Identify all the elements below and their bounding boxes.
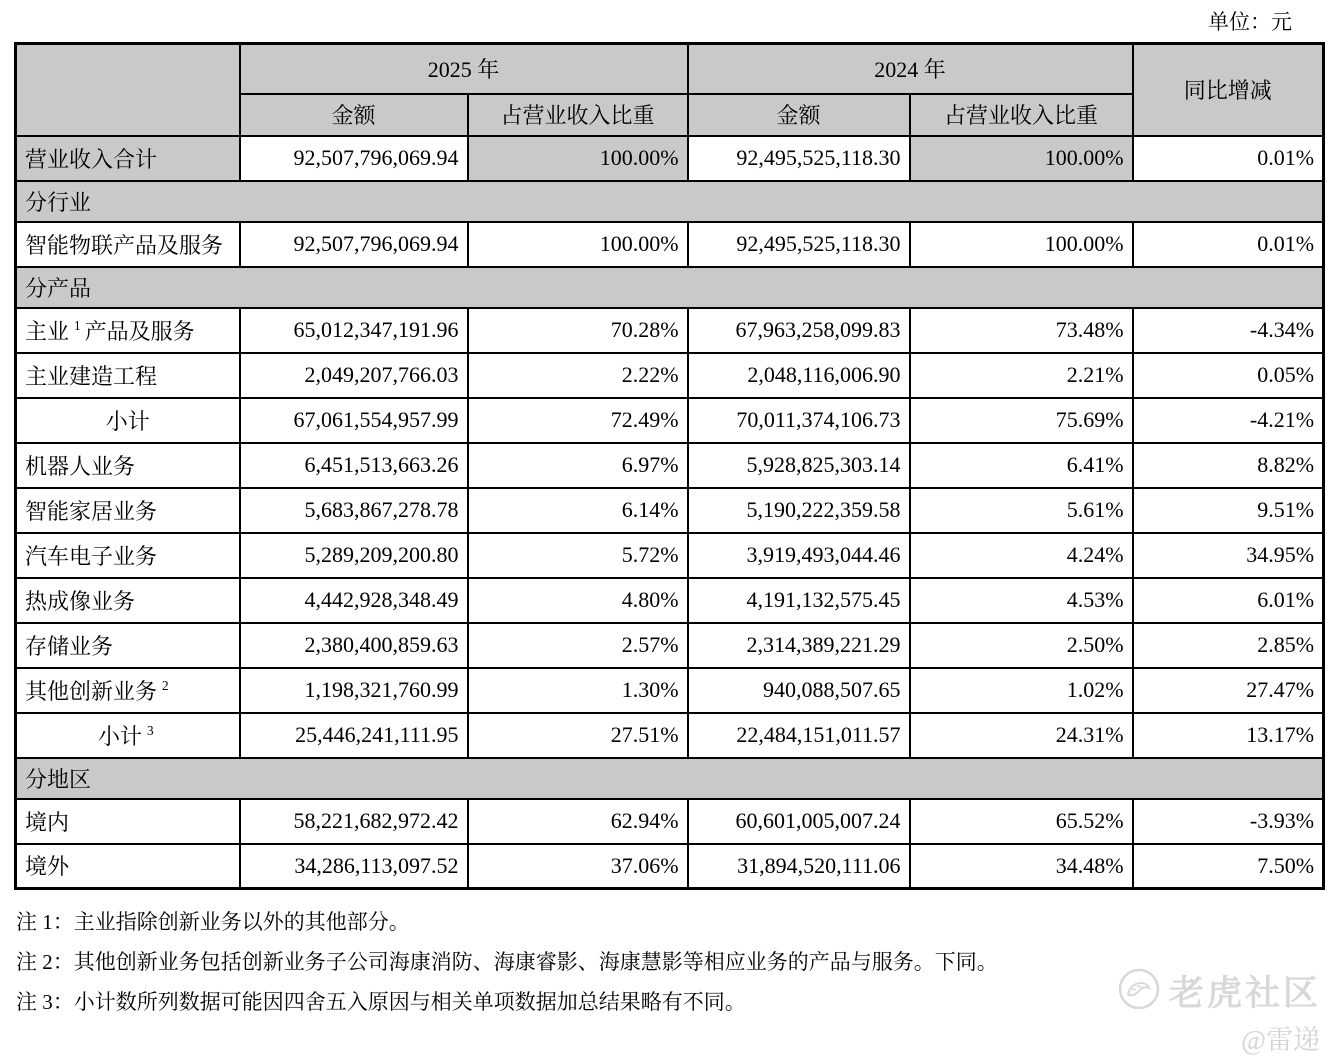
header-year-2025: 2025 年	[240, 44, 688, 94]
yoy-value: 9.51%	[1133, 488, 1324, 533]
header-ratio-2024: 占营业收入比重	[910, 94, 1133, 136]
yoy-value: 0.01%	[1133, 136, 1324, 181]
footnote-ref-1: 1	[74, 318, 81, 334]
yoy-value: 2.85%	[1133, 623, 1324, 668]
amount-2025: 4,442,928,348.49	[240, 578, 468, 623]
amount-2025: 65,012,347,191.96	[240, 308, 468, 353]
table-row-subtotal-innovation	[16, 713, 1324, 758]
amount-2025: 34,286,113,097.52	[240, 844, 468, 889]
ratio-2024: 65.52%	[910, 799, 1133, 844]
ratio-2024: 75.69%	[910, 398, 1133, 443]
header-amount-2025: 金额	[240, 94, 468, 136]
footnote-2: 注 2：其他创新业务包括创新业务子公司海康消防、海康睿影、海康慧影等相应业务的产品与服务。下同。	[16, 950, 998, 974]
ratio-2024: 5.61%	[910, 488, 1133, 533]
ratio-2024: 2.50%	[910, 623, 1133, 668]
yoy-value: -3.93%	[1133, 799, 1324, 844]
table-row-storage	[16, 623, 1324, 668]
yoy-value: 8.82%	[1133, 443, 1324, 488]
ratio-2025: 37.06%	[468, 844, 688, 889]
amount-2025: 6,451,513,663.26	[240, 443, 468, 488]
yoy-value: -4.34%	[1133, 308, 1324, 353]
table-row-aiot	[16, 222, 1324, 267]
revenue-breakdown-table	[14, 42, 1325, 890]
row-label: 汽车电子业务	[16, 533, 240, 578]
watermark-handle-text: @雷递	[1241, 1025, 1320, 1055]
amount-2025: 58,221,682,972.42	[240, 799, 468, 844]
row-label: 营业收入合计	[16, 136, 240, 181]
table-row-main-construction	[16, 353, 1324, 398]
ratio-2025: 27.51%	[468, 713, 688, 758]
amount-2025: 2,380,400,859.63	[240, 623, 468, 668]
yoy-value: -4.21%	[1133, 398, 1324, 443]
yoy-value: 34.95%	[1133, 533, 1324, 578]
watermark-brand-text: 老虎社区	[1169, 974, 1322, 1013]
ratio-2024: 4.53%	[910, 578, 1133, 623]
ratio-2025: 62.94%	[468, 799, 688, 844]
ratio-2025: 100.00%	[468, 136, 688, 181]
amount-2025: 2,049,207,766.03	[240, 353, 468, 398]
section-title: 分地区	[16, 758, 1324, 799]
amount-2025: 5,683,867,278.78	[240, 488, 468, 533]
ratio-2025: 4.80%	[468, 578, 688, 623]
footnote-ref-3: 3	[146, 723, 154, 739]
amount-2024: 67,963,258,099.83	[688, 308, 910, 353]
amount-2025: 92,507,796,069.94	[240, 222, 468, 267]
amount-2024: 2,048,116,006.90	[688, 353, 910, 398]
ratio-2025: 100.00%	[468, 222, 688, 267]
row-label: 主业 $^1$ 产品及服务	[16, 308, 240, 353]
ratio-2025: 72.49%	[468, 398, 688, 443]
yoy-value: 7.50%	[1133, 844, 1324, 889]
header-yoy: 同比增减	[1133, 44, 1324, 136]
amount-2024: 4,191,132,575.45	[688, 578, 910, 623]
amount-2025: 67,061,554,957.99	[240, 398, 468, 443]
table-row-subtotal-main	[16, 398, 1324, 443]
ratio-2025: 1.30%	[468, 668, 688, 713]
amount-2025: 25,446,241,111.95	[240, 713, 468, 758]
footnote-3: 注 3：小计数所列数据可能因四舍五入原因与相关单项数据加总结果略有不同。	[16, 990, 746, 1014]
table-row-other-innovation	[16, 668, 1324, 713]
ratio-2025: 6.14%	[468, 488, 688, 533]
ratio-2025: 2.22%	[468, 353, 688, 398]
row-label: 小计	[16, 398, 240, 443]
header-blank-cell	[16, 44, 240, 136]
row-label: 其他创新业务 $^2$	[16, 668, 240, 713]
section-title: 分产品	[16, 267, 1324, 308]
unit-label: 单位：元	[1208, 10, 1292, 34]
ratio-2024: 73.48%	[910, 308, 1133, 353]
ratio-2025: 6.97%	[468, 443, 688, 488]
row-label: 智能家居业务	[16, 488, 240, 533]
header-amount-2024: 金额	[688, 94, 910, 136]
amount-2024: 22,484,151,011.57	[688, 713, 910, 758]
yoy-value: 27.47%	[1133, 668, 1324, 713]
table-row-main-products	[16, 308, 1324, 353]
row-label: 存储业务	[16, 623, 240, 668]
watermark	[1118, 966, 1321, 1016]
ratio-2024: 34.48%	[910, 844, 1133, 889]
table-row-thermal	[16, 578, 1324, 623]
table-row-robotics	[16, 443, 1324, 488]
amount-2024: 92,495,525,118.30	[688, 222, 910, 267]
row-label: 智能物联产品及服务	[16, 222, 240, 267]
table-row-total	[16, 136, 1324, 181]
table-row-overseas	[16, 844, 1324, 889]
amount-2024: 5,190,222,359.58	[688, 488, 910, 533]
header-ratio-2025: 占营业收入比重	[468, 94, 688, 136]
ratio-2025: 5.72%	[468, 533, 688, 578]
footnote-ref-2: 2	[162, 678, 169, 694]
row-label: 境内	[16, 799, 240, 844]
row-label: 小计 $^3$	[16, 713, 240, 758]
ratio-2024: 24.31%	[910, 713, 1133, 758]
row-label: 热成像业务	[16, 578, 240, 623]
amount-2024: 60,601,005,007.24	[688, 799, 910, 844]
ratio-2025: 2.57%	[468, 623, 688, 668]
table-row-domestic	[16, 799, 1324, 844]
amount-2024: 3,919,493,044.46	[688, 533, 910, 578]
yoy-value: 0.05%	[1133, 353, 1324, 398]
section-title: 分行业	[16, 181, 1324, 222]
row-label: 境外	[16, 844, 240, 889]
table-row-automotive	[16, 533, 1324, 578]
footnote-1: 注 1：主业指除创新业务以外的其他部分。	[16, 910, 410, 934]
ratio-2024: 100.00%	[910, 222, 1133, 267]
amount-2024: 70,011,374,106.73	[688, 398, 910, 443]
amount-2024: 92,495,525,118.30	[688, 136, 910, 181]
section-row-industry	[16, 181, 1324, 222]
amount-2024: 2,314,389,221.29	[688, 623, 910, 668]
section-row-product	[16, 267, 1324, 308]
amount-2025: 1,198,321,760.99	[240, 668, 468, 713]
amount-2024: 940,088,507.65	[688, 668, 910, 713]
ratio-2024: 100.00%	[910, 136, 1133, 181]
amount-2024: 31,894,520,111.06	[688, 844, 910, 889]
table-row-smart-home	[16, 488, 1324, 533]
tiger-logo-icon	[1118, 968, 1160, 1015]
yoy-value: 13.17%	[1133, 713, 1324, 758]
row-label: 主业建造工程	[16, 353, 240, 398]
header-year-2024: 2024 年	[688, 44, 1133, 94]
ratio-2024: 4.24%	[910, 533, 1133, 578]
ratio-2024: 1.02%	[910, 668, 1133, 713]
ratio-2025: 70.28%	[468, 308, 688, 353]
amount-2025: 5,289,209,200.80	[240, 533, 468, 578]
ratio-2024: 2.21%	[910, 353, 1133, 398]
amount-2024: 5,928,825,303.14	[688, 443, 910, 488]
ratio-2024: 6.41%	[910, 443, 1133, 488]
section-row-region	[16, 758, 1324, 799]
yoy-value: 0.01%	[1133, 222, 1324, 267]
yoy-value: 6.01%	[1133, 578, 1324, 623]
row-label: 机器人业务	[16, 443, 240, 488]
amount-2025: 92,507,796,069.94	[240, 136, 468, 181]
